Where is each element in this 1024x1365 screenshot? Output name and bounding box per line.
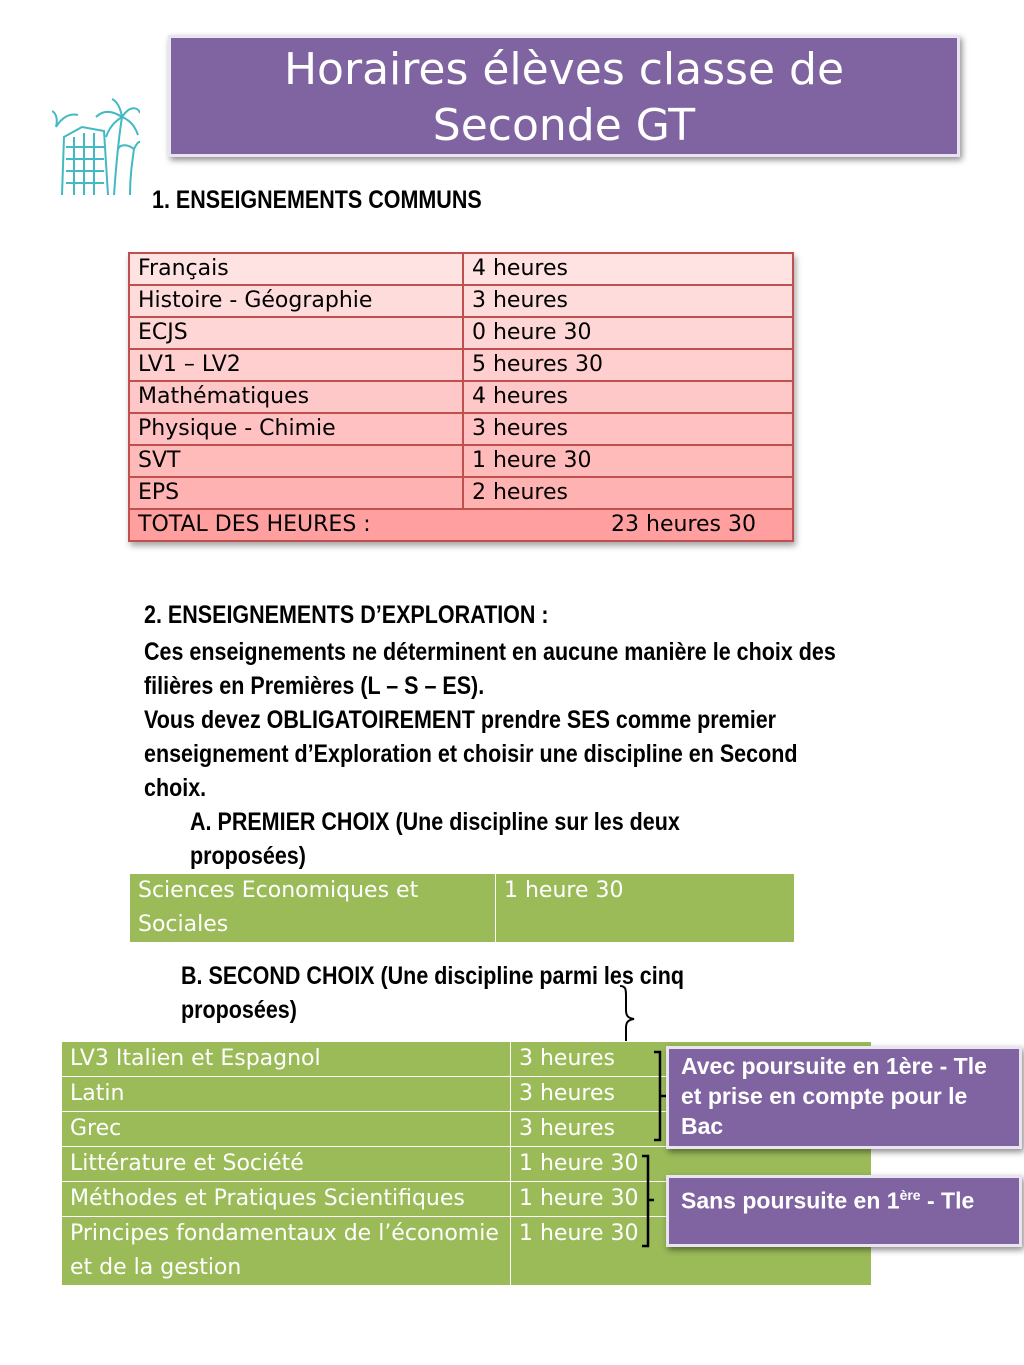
subject-cell: Principes fondamentaux de l’économie et de la gestion xyxy=(62,1217,511,1286)
note-text: - Tle xyxy=(920,1187,975,1214)
hours-cell: 1 heure 30 xyxy=(511,1217,872,1286)
subject-cell: EPS xyxy=(129,477,463,509)
hours-cell: 5 heures 30 xyxy=(463,349,793,381)
note-text: Sans poursuite en 1 xyxy=(681,1187,900,1214)
choice-a-heading-line: A. PREMIER CHOIX (Une discipline sur les deux xyxy=(190,808,680,836)
hours-cell: 3 heures xyxy=(463,285,793,317)
table-row xyxy=(130,874,795,943)
section-1-heading: 1. ENSEIGNEMENTS COMMUNS xyxy=(152,186,482,214)
total-value: 23 heures 30 xyxy=(611,512,756,537)
hours-cell: 3 heures xyxy=(463,413,793,445)
note-with-followup: Avec poursuite en 1ère - Tle et prise en compte pour le Bac xyxy=(666,1046,1022,1149)
subject-cell: Sciences Economiques et Sociales xyxy=(130,874,496,943)
total-cell xyxy=(129,509,793,541)
exploration-description xyxy=(144,635,935,805)
title-line-1: Horaires élèves classe de xyxy=(283,44,845,95)
hours-cell: 1 heure 30 xyxy=(511,1147,872,1182)
note-without-followup xyxy=(666,1175,1022,1247)
subject-cell: LV1 – LV2 xyxy=(129,349,463,381)
subject-cell: Physique - Chimie xyxy=(129,413,463,445)
description-line: filières en Premières (L – S – ES). xyxy=(144,672,485,700)
table-row xyxy=(129,381,793,413)
title-line-2: Seconde GT xyxy=(432,100,696,151)
hours-cell: 1 heure 30 xyxy=(496,874,795,943)
hours-cell: 1 heure 30 xyxy=(463,445,793,477)
choice-a-heading xyxy=(190,805,844,873)
hours-cell: 0 heure 30 xyxy=(463,317,793,349)
subject-cell: Méthodes et Pratiques Scientifiques xyxy=(62,1182,511,1217)
table-row xyxy=(129,445,793,477)
subject-cell: Mathématiques xyxy=(129,381,463,413)
hours-cell: 3 heures xyxy=(511,1112,872,1147)
subject-cell: Littérature et Société xyxy=(62,1147,511,1182)
table-row xyxy=(129,477,793,509)
table-row xyxy=(129,413,793,445)
total-row xyxy=(129,509,793,541)
choice-a-heading-line: proposées) xyxy=(190,842,306,870)
table-row xyxy=(129,317,793,349)
common-subjects-table xyxy=(128,252,794,542)
page-title xyxy=(168,35,960,157)
curly-brace-top xyxy=(612,984,642,1044)
hours-cell: 2 heures xyxy=(463,477,793,509)
description-line: choix. xyxy=(144,774,207,802)
subject-cell: SVT xyxy=(129,445,463,477)
hours-cell: 4 heures xyxy=(463,381,793,413)
subject-cell: Latin xyxy=(62,1077,511,1112)
table-row xyxy=(129,349,793,381)
subject-cell: Grec xyxy=(62,1112,511,1147)
subject-cell: ECJS xyxy=(129,317,463,349)
description-line: enseignement d’Exploration et choisir une discipline en Second xyxy=(144,740,798,768)
school-logo-image xyxy=(52,97,140,197)
subject-cell: Histoire - Géographie xyxy=(129,285,463,317)
first-choice-table xyxy=(129,873,795,943)
hours-cell: 4 heures xyxy=(463,253,793,285)
choice-b-heading-line: B. SECOND CHOIX (Une discipline parmi les cinq xyxy=(181,962,684,990)
hours-cell: 3 heures xyxy=(511,1077,872,1112)
choice-b-heading-line: proposées) xyxy=(181,996,297,1024)
description-line: Vous devez OBLIGATOIREMENT prendre SES comme premier xyxy=(144,706,777,734)
table-row xyxy=(129,285,793,317)
hours-cell: 1 heure 30 xyxy=(511,1182,872,1217)
description-line: Ces enseignements ne déterminent en aucune manière le choix des xyxy=(144,638,836,666)
hours-cell: 3 heures xyxy=(511,1042,872,1077)
total-label: TOTAL DES HEURES : xyxy=(138,512,371,537)
note-superscript: ère xyxy=(899,1187,921,1203)
subject-cell: Français xyxy=(129,253,463,285)
choice-b-heading xyxy=(181,959,835,1027)
bracket-without-followup xyxy=(640,1154,660,1250)
table-row xyxy=(129,253,793,285)
section-2-heading: 2. ENSEIGNEMENTS D’EXPLORATION : xyxy=(144,601,549,629)
subject-cell: LV3 Italien et Espagnol xyxy=(62,1042,511,1077)
